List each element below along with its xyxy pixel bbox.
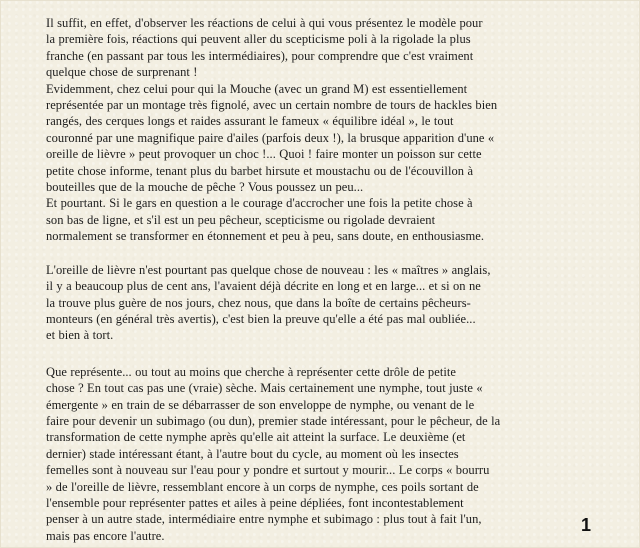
text-line: représentée par un montage très fignolé, avec un certain nombre de tours de hackles bien (46, 98, 498, 113)
document-body (46, 15, 611, 544)
text-line: » de l'oreille de lièvre, ressemblant encore à un corps de nymphe, ces poils sortant de (46, 479, 479, 494)
text-line: faire pour devenir un subimago (ou dun), premier stade intéressant, pour le pêcheur, de la (46, 413, 501, 428)
text-line: oreille de lièvre » peut provoquer un choc !... Quoi ! faire monter un poisson sur cette (46, 147, 482, 162)
text-line: dernier) stade intéressant étant, à l'autre bout du cycle, au moment où les insectes (46, 446, 459, 461)
text-line: Et pourtant. Si le gars en question a le courage d'accrocher une fois la petite chose à (46, 196, 473, 211)
text-line: penser à un autre stade, intermédiaire entre nymphe et subimago : plus tout à fait l'un, (46, 512, 482, 527)
text-line: couronné par une magnifique paire d'ailes (parfois deux !), la brusque apparition d'une « (46, 130, 495, 145)
text-line: bouteilles que de la mouche de pêche ? Vous poussez un peu... (46, 180, 364, 195)
text-line: transformation de cette nymphe après qu'elle ait atteint la surface. Le deuxième (et (46, 430, 466, 445)
text-line: Que représente... ou tout au moins que cherche à représenter cette drôle de petite (46, 364, 456, 379)
text-line: L'oreille de lièvre n'est pourtant pas quelque chose de nouveau : les « maîtres » anglais, (46, 262, 491, 277)
text-line: Il suffit, en effet, d'observer les réactions de celui à qui vous présentez le modèle pour (46, 16, 483, 30)
text-line: mais pas encore l'autre. (46, 528, 165, 543)
text-line: franche (en passant par tous les intermédiaires), pour comprendre que c'est vraiment (46, 48, 474, 63)
text-line: il y a beaucoup plus de cent ans, l'avaient déjà décrite en long et en large... et si on ne (46, 279, 481, 294)
text-line: la première fois, réactions qui peuvent aller du scepticisme poli à la rigolade la plus (46, 32, 471, 47)
text-line: son bas de ligne, et s'il est un peu pêcheur, scepticisme ou rigolade devraient (46, 212, 436, 227)
text-line: femelles sont à nouveau sur l'eau pour y pondre et surtout y mourir... Le corps « bourru (46, 463, 490, 478)
text-line: normalement se transformer en étonnement et peu à peu, sans doute, en enthousiasme. (46, 229, 485, 244)
text-line: émergente » en train de se débarrasser de son enveloppe de nymphe, ou venant de le (46, 397, 475, 412)
text-line: rangés, des cerques longs et raides assurant le fameux « équilibre idéal », le tout (46, 114, 454, 129)
paragraph-history (46, 262, 611, 344)
page-number: 1 (580, 515, 591, 535)
paragraph-spacer (46, 344, 611, 364)
text-line: chose ? En tout cas pas une (vraie) sèche. Mais certainement une nymphe, tout juste « (46, 381, 483, 396)
paragraph-observation (46, 15, 611, 245)
text-line: l'ensemble pour représenter pattes et ailes à peine dépliées, font incontestablement (46, 495, 464, 510)
paragraph-spacer (46, 245, 611, 262)
paragraph-representation (46, 364, 611, 544)
text-line: et bien à tort. (46, 328, 114, 343)
text-line: la trouve plus guère de nos jours, chez nous, que dans la boîte de certains pêcheurs- (46, 295, 471, 310)
text-line: Evidemment, chez celui pour qui la Mouche (avec un grand M) est essentiellement (46, 81, 468, 96)
text-line: monteurs (en général très avertis), c'est bien la preuve qu'elle a été pas mal oubliée... (46, 311, 476, 326)
text-line: petite chose informe, tenant plus du barbet hirsute et moustachu ou de l'écouvillon à (46, 163, 474, 178)
text-line: quelque chose de surprenant ! (46, 65, 198, 80)
